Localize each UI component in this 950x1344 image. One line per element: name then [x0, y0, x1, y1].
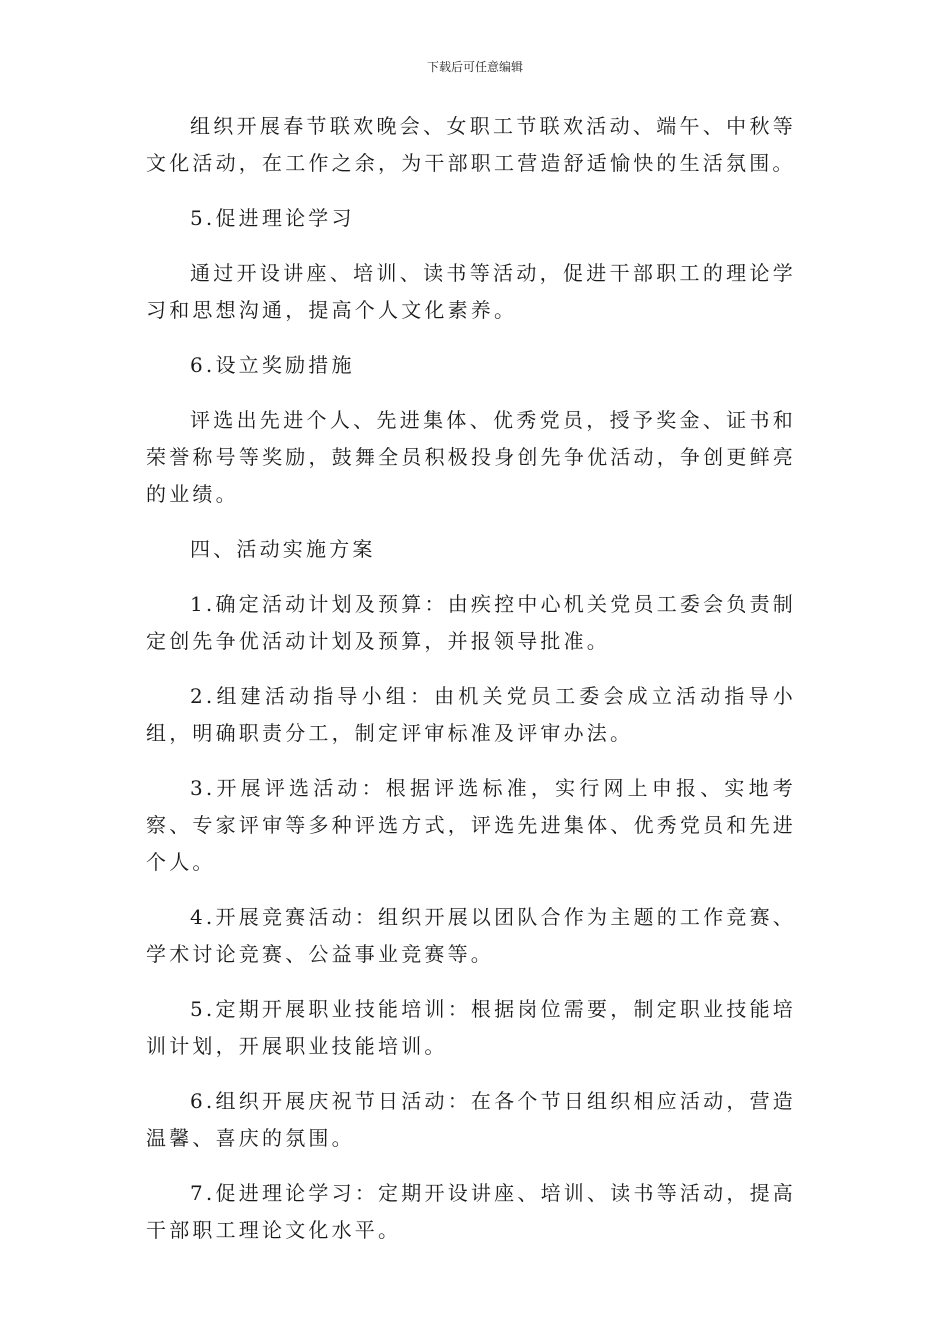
plan-item-4: 4.开展竞赛活动：组织开展以团队合作为主题的工作竞赛、学术讨论竞赛、公益事业竞赛等。 — [146, 905, 796, 966]
paragraph-cultural-activities: 组织开展春节联欢晚会、女职工节联欢活动、端午、中秋等文化活动，在工作之余，为干部职工营造舒适愉快的生活氛围。 — [146, 114, 796, 175]
heading-reward-measures: 6.设立奖励措施 — [190, 353, 355, 377]
section-heading-implementation-plan: 四、活动实施方案 — [190, 537, 376, 561]
document-body — [146, 108, 796, 1249]
plan-item-5: 5.定期开展职业技能培训：根据岗位需要，制定职业技能培训计划，开展职业技能培训。 — [146, 997, 796, 1058]
heading-promote-theory-study: 5.促进理论学习 — [190, 206, 355, 230]
plan-item-1: 1.确定活动计划及预算：由疾控中心机关党员工委会负责制定创先争优活动计划及预算，并报领导批准。 — [146, 592, 796, 653]
plan-item-2: 2.组建活动指导小组：由机关党员工委会成立活动指导小组，明确职责分工，制定评审标准及评审办法。 — [146, 684, 796, 745]
plan-item-6: 6.组织开展庆祝节日活动：在各个节日组织相应活动，营造温馨、喜庆的氛围。 — [146, 1089, 796, 1150]
plan-item-7: 7.促进理论学习：定期开设讲座、培训、读书等活动，提高干部职工理论文化水平。 — [146, 1181, 796, 1242]
page-header-note: 下载后可任意编辑 — [426, 60, 523, 74]
paragraph-reward-measures: 评选出先进个人、先进集体、优秀党员，授予奖金、证书和荣誉称号等奖励，鼓舞全员积极投身创先争优活动，争创更鲜亮的业绩。 — [146, 408, 796, 506]
plan-item-3: 3.开展评选活动：根据评选标准，实行网上申报、实地考察、专家评审等多种评选方式，评选先进集体、优秀党员和先进个人。 — [146, 776, 796, 874]
paragraph-theory-study: 通过开设讲座、培训、读书等活动，促进干部职工的理论学习和思想沟通，提高个人文化素养。 — [146, 261, 796, 322]
